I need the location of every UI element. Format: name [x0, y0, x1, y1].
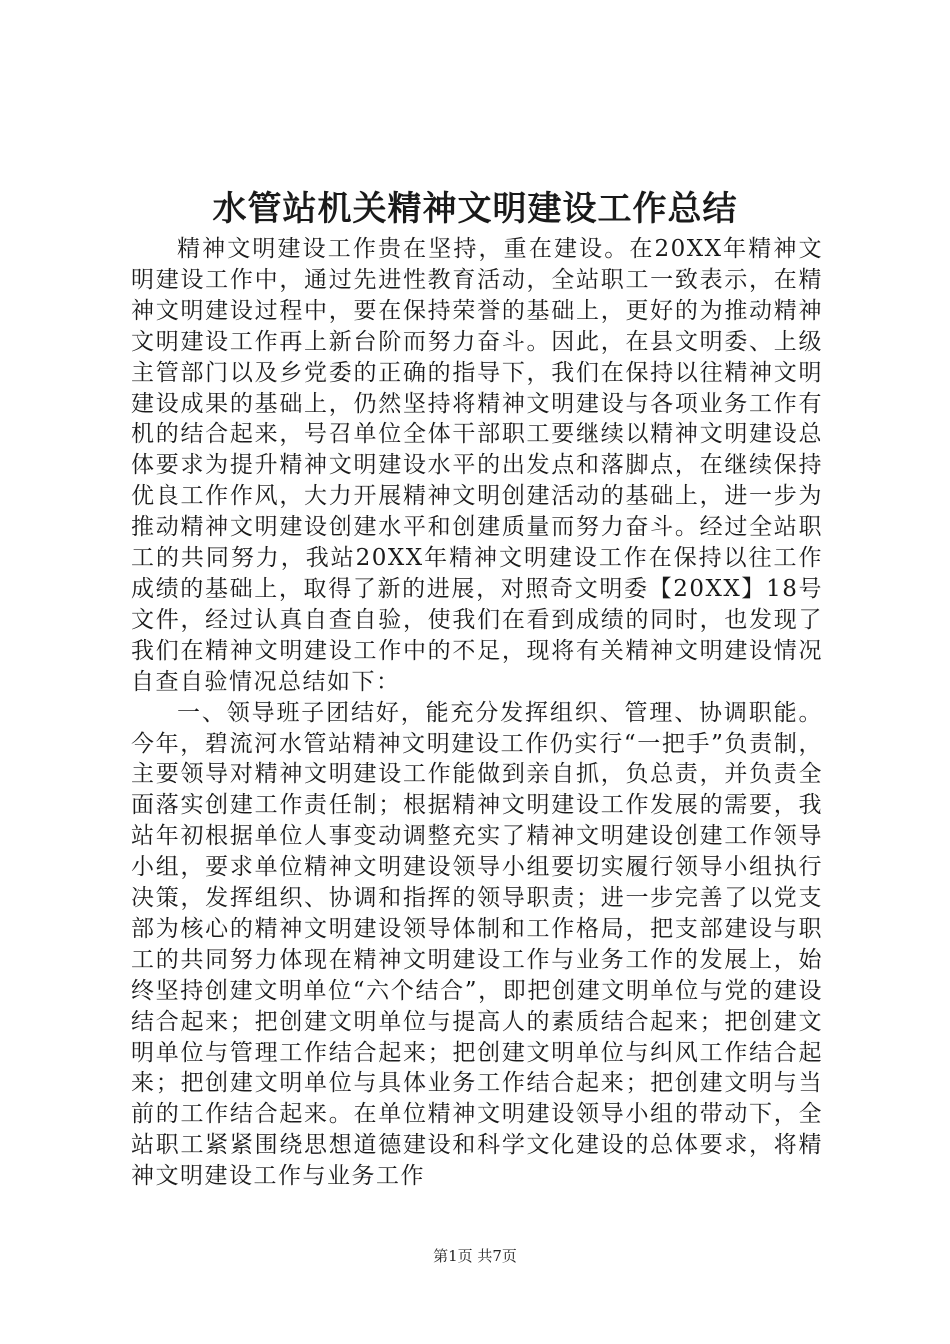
page-number-footer: 第1页 共7页 [433, 1247, 517, 1265]
document-body [131, 234, 823, 1192]
paragraph-intro: 精神文明建设工作贵在坚持，重在建设。在20XX年精神文明建设工作中，通过先进性教育活动，全站职工一致表示，在精神文明建设过程中，要在保持荣誉的基础上，更好的为推动精神文明建设工作再上新台阶而努力奋斗。因此，在县文明委、上级主管部门以及乡党委的正确的指导下，我们在保持以往精神文明建设成果的基础上，仍然坚持将精神文明建设与各项业务工作有机的结合起来，号召单位全体干部职工要继续以精神文明建设总体要求为提升精神文明建设水平的出发点和落脚点，在继续保持优良工作作风，大力开展精神文明创建活动的基础上，进一步为推动精神文明建设创建水平和创建质量而努力奋斗。经过全站职工的共同努力，我站20XX年精神文明建设工作在保持以往工作成绩的基础上，取得了新的进展，对照奇文明委【20XX】18号文件，经过认真自查自验，使我们在看到成绩的同时，也发现了我们在精神文明建设工作中的不足，现将有关精神文明建设情况自查自验情况总结如下： [131, 236, 823, 695]
document-title: 水管站机关精神文明建设工作总结 [212, 189, 738, 229]
paragraph-section-one: 一、领导班子团结好，能充分发挥组织、管理、协调职能。今年，碧流河水管站精神文明建设工作仍实行“一把手”负责制，主要领导对精神文明建设工作能做到亲自抓，负总责，并负责全面落实创建工作责任制；根据精神文明建设工作发展的需要，我站年初根据单位人事变动调整充实了精神文明建设创建工作领导小组，要求单位精神文明建设领导小组要切实履行领导小组执行决策，发挥组织、协调和指挥的领导职责；进一步完善了以党支部为核心的精神文明建设领导体制和工作格局，把支部建设与职工的共同努力体现在精神文明建设工作与业务工作的发展上，始终坚持创建文明单位“六个结合”，即把创建文明单位与党的建设结合起来；把创建文明单位与提高人的素质结合起来；把创建文明单位与管理工作结合起来；把创建文明单位与纠风工作结合起来；把创建文明单位与具体业务工作结合起来；把创建文明与当前的工作结合起来。在单位精神文明建设领导小组的带动下，全站职工紧紧围绕思想道德建设和科学文化建设的总体要求，将精神文明建设工作与业务工作 [131, 699, 823, 1190]
